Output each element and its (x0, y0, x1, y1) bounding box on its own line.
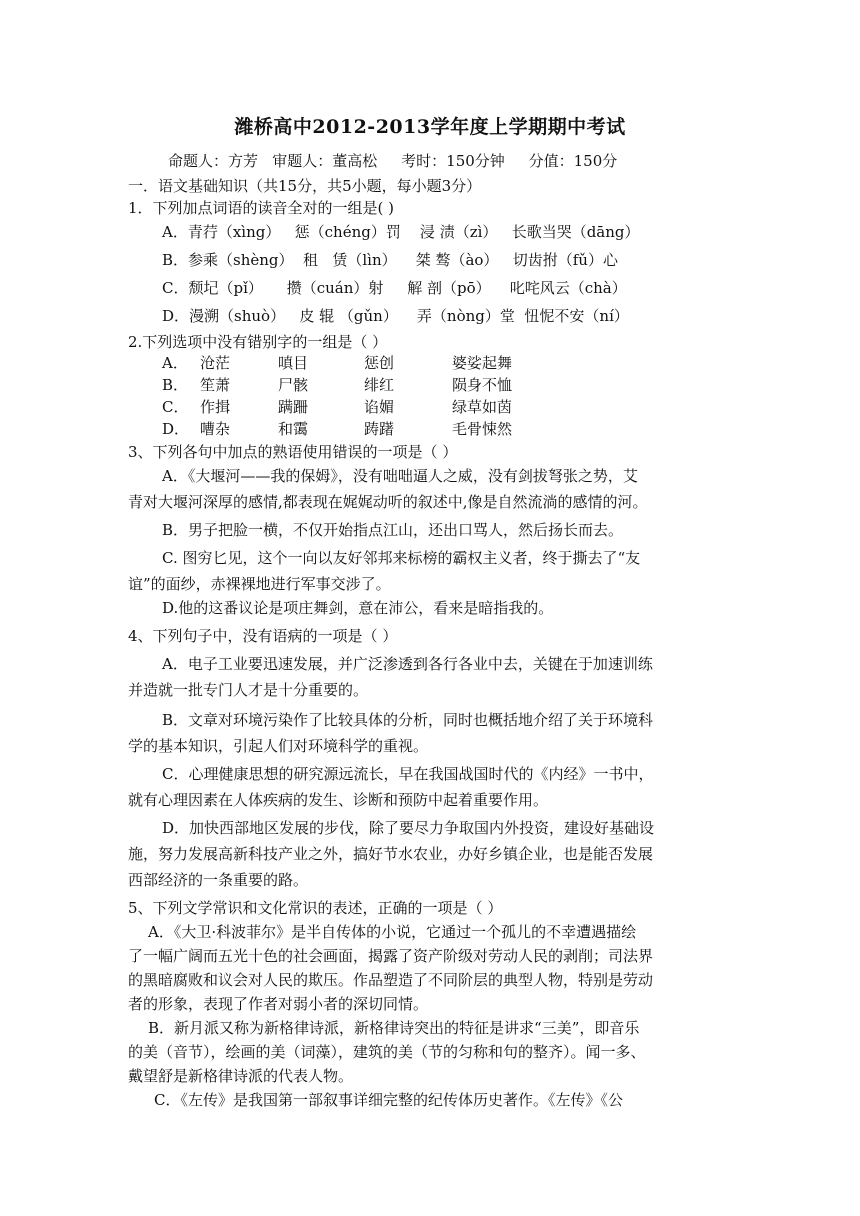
q5-option-b-cont: 的美（音节），绘画的美（词藻），建筑的美（节的匀称和句的整齐）。闻一多、 (128, 1043, 646, 1061)
q4-option-a-cont: 并造就一批专门人才是十分重要的。 (128, 681, 369, 699)
q2-cell: 陨身不恤 (452, 376, 513, 394)
q2-cell: 嘈杂 (200, 420, 231, 438)
q4-option-d-cont: 施，努力发展高新科技产业之外，搞好节水农业，办好乡镇企业，也是能否发展 (128, 845, 654, 863)
q3-stem: 3、下列各句中加点的熟语使用错误的一项是（ ） (128, 443, 458, 461)
q3-option-a: A．《大堰河——我的保姆》，没有咄咄逼人之威，没有剑拔弩张之势，艾 (162, 467, 638, 485)
q2-cell: 作揖 (200, 398, 231, 416)
q5-option-b-cont2: 戴望舒是新格律诗派的代表人物。 (128, 1067, 354, 1085)
q2-cell: 谄媚 (364, 398, 395, 416)
q5-stem: 5、下列文学常识和文化常识的表述，正确的一项是（ ） (128, 899, 503, 917)
q1-option-a: A．青荇（xìng） 惩（chéng）罚 浸 渍（zì） 长歌当哭（dāng） (162, 223, 640, 241)
q5-option-a-cont3: 者的形象，表现了作者对弱小者的深切同情。 (128, 995, 429, 1013)
q5-option-c: C．《左传》是我国第一部叙事详细完整的纪传体历史著作。《左传》《公 (154, 1091, 623, 1109)
q2-cell: D． (162, 420, 190, 438)
q2-cell: 毛骨悚然 (452, 420, 513, 438)
q4-option-c-cont: 就有心理因素在人体疾病的发生、诊断和预防中起着重要作用。 (128, 791, 549, 809)
q4-option-a: A．电子工业要迅速发展，并广泛渗透到各行各业中去，关键在于加速训练 (162, 655, 653, 673)
q2-cell: 尸骸 (278, 376, 309, 394)
q3-option-c-cont: 谊”的面纱，赤裸裸地进行军事交涉了。 (128, 575, 391, 593)
q2-cell: A． (162, 354, 188, 372)
q1-option-d: D．漫溯（shuò） 皮 辊 （gǔn） 弄（nòng）堂 忸怩不安（ní） (162, 307, 629, 325)
q4-option-d: D．加快西部地区发展的步伐，除了要尽力争取国内外投资，建设好基础设 (162, 819, 655, 837)
q4-option-b: B．文章对环境污染作了比较具体的分析，同时也概括地介绍了关于环境科 (162, 711, 654, 729)
q3-option-d: D.他的这番议论是项庄舞剑，意在沛公，看来是暗指我的。 (162, 599, 554, 617)
q2-cell: 蹒跚 (278, 398, 309, 416)
q2-cell: 和霭 (278, 420, 309, 438)
q1-stem: 1．下列加点词语的读音全对的一组是( ) (128, 199, 395, 217)
q2-cell: 惩创 (364, 354, 395, 372)
q1-option-b: B．参乘（shèng） 租 赁（lìn） 桀 骜（ào） 切齿拊（fǔ）心 (162, 251, 618, 269)
exam-title: 潍桥高中2012-2013学年度上学期期中考试 (234, 116, 626, 138)
q2-row-a (162, 352, 582, 374)
q1-option-c: C．颓圮（pǐ） 攒（cuán）射 解 剖（pō） 叱咤风云（chà） (162, 279, 627, 297)
q2-cell: 嗔目 (278, 354, 309, 372)
q2-cell: C． (162, 398, 189, 416)
q3-option-a-cont: 青对大堰河深厚的感情,都表现在娓娓动听的叙述中,像是自然流淌的感情的河。 (128, 493, 648, 511)
q2-stem: 2.下列选项中没有错别字的一组是（ ） (128, 333, 388, 351)
q3-option-b: B．男子把脸一横，不仅开始指点江山，还出口骂人，然后扬长而去。 (162, 521, 624, 539)
q4-option-b-cont: 学的基本知识，引起人们对环境科学的重视。 (128, 737, 429, 755)
q2-cell: B． (162, 376, 189, 394)
q2-cell: 沧茫 (200, 354, 231, 372)
q2-cell: 笙萧 (200, 376, 231, 394)
q2-cell: 婆娑起舞 (452, 354, 513, 372)
q5-option-b: B．新月派又称为新格律诗派，新格律诗突出的特征是讲求“三美”，即音乐 (148, 1019, 640, 1037)
q2-cell: 踌躇 (364, 420, 395, 438)
q2-cell: 绯红 (364, 376, 395, 394)
q5-option-a: A．《大卫·科波菲尔》是半自传体的小说，它通过一个孤儿的不幸遭遇描绘 (148, 923, 637, 941)
q3-option-c: C. 图穷匕见，这个一向以友好邻邦来标榜的霸权主义者，终于撕去了“友 (162, 549, 641, 567)
q4-stem: 4、下列句子中，没有语病的一项是（ ） (128, 627, 398, 645)
q5-option-a-cont2: 的黑暗腐败和议会对人民的欺压。作品塑造了不同阶层的典型人物，特别是劳动 (128, 971, 654, 989)
section-heading: 一．语文基础知识（共15分，共5小题，每小题3分） (128, 177, 482, 195)
q2-row-b (162, 374, 582, 396)
q2-row-c (162, 396, 582, 418)
q2-row-d (162, 418, 582, 440)
exam-meta: 命题人：方芳 审题人：董高松 考时：150分钟 分值：150分 (168, 152, 618, 170)
q2-cell: 绿草如茵 (452, 398, 513, 416)
q4-option-c: C．心理健康思想的研究源远流长，早在我国战国时代的《内经》一书中， (162, 765, 654, 783)
q5-option-a-cont: 了一幅广阔而五光十色的社会画面，揭露了资产阶级对劳动人民的剥削；司法界 (128, 947, 654, 965)
q4-option-d-cont2: 西部经济的一条重要的路。 (128, 871, 309, 889)
